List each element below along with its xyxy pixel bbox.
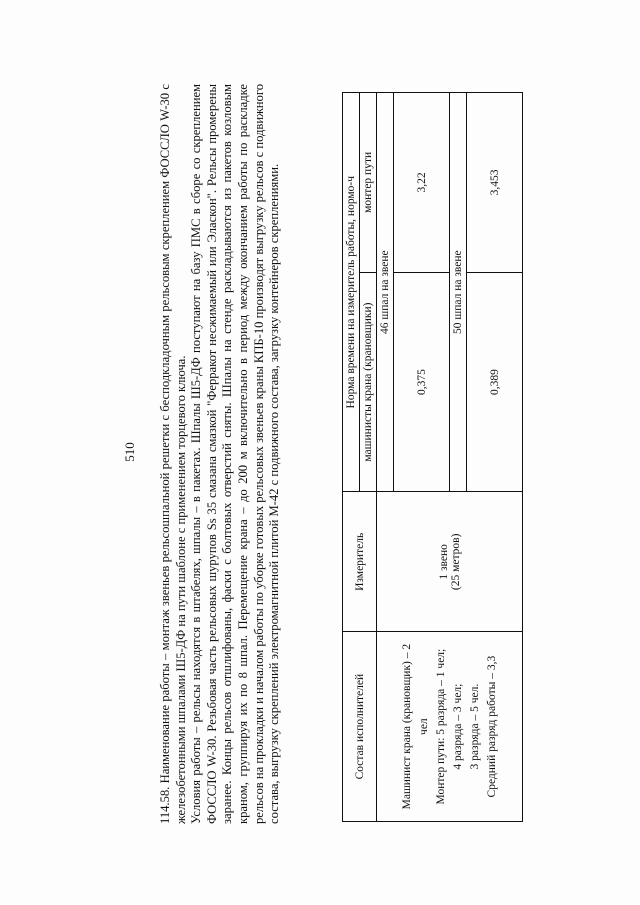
- unit-line: (25 метров): [449, 533, 462, 591]
- header-executors: Состав исполнителей: [343, 632, 377, 822]
- body-text: [158, 84, 283, 824]
- header-track: монтер пути: [360, 93, 377, 273]
- header-norm: Норма времени на измеритель работы, нормо-ч: [343, 93, 360, 492]
- group-46-track-value: 3,22: [394, 93, 450, 273]
- header-crane: машинисты крана (крановщики): [360, 272, 377, 492]
- page-number: 510: [122, 442, 137, 462]
- rotated-content: [120, 62, 520, 842]
- norm-table: [342, 92, 523, 822]
- paragraph-title: 114.58. Наименование работы – монтаж звеньев рельсошпальной решетки с бесподкладочным рельсовым скреплением ФОССЛО W-30 с железобетонными шпалами Ш5-ДФ на пути шаблоне с применением торцевого ключа.: [158, 84, 188, 824]
- executors-cell: [377, 632, 523, 822]
- unit-line: 1 звено: [437, 544, 450, 580]
- group-50-track-value: 3,453: [467, 93, 523, 273]
- executor-line: Монтер пути: 5 разряда – 1 чел;: [434, 648, 447, 805]
- executor-line: 4 разряда – 3 чел;: [451, 683, 464, 770]
- group-46-header: 46 шпал на звене: [377, 93, 394, 492]
- group-50-header: 50 шпал на звене: [450, 93, 467, 492]
- group-50-crane-value: 0,389: [467, 272, 523, 492]
- group-46-crane-value: 0,375: [394, 272, 450, 492]
- executor-line: 3 разряда – 5 чел.: [468, 683, 481, 770]
- unit-cell: [377, 492, 523, 632]
- header-unit: Измеритель: [343, 492, 377, 632]
- paragraph-conditions: Условия работы – рельсы находятся в штабелях, шпалы – в пакетах. Шпалы Ш5-ДФ поступают на базу ПМС в сборе со скреплением ФОССЛО W-30. Резьбовая часть рельсовых шурупов Ss 35 смазана смазкой "Ферракот несжимаемый или Эласкон". Рельсы промерены заранее. Концы рельсов отшлифованы, фаски с болтовых отверстий сняты. Шпалы на стенде раскладываются из пакетов козловым краном, группируя их по 8 шпал. Перемещение крана – до 200 м включительно в период между окончанием работы по раскладке рельсов на прокладки и началом работы по уборке готовых рельсовых звеньев краны КПБ-10 производят выгрузку рельсов с подвижного состава, выгрузку скреплений электромагнитной плитой М-42 с подвижного состава, загрузку контейнеров скреплениями.: [189, 84, 282, 824]
- executor-line: Средний разряд работы – 3,3: [485, 655, 498, 798]
- executor-line: Машинист крана (крановщик) – 2 чел: [400, 643, 430, 810]
